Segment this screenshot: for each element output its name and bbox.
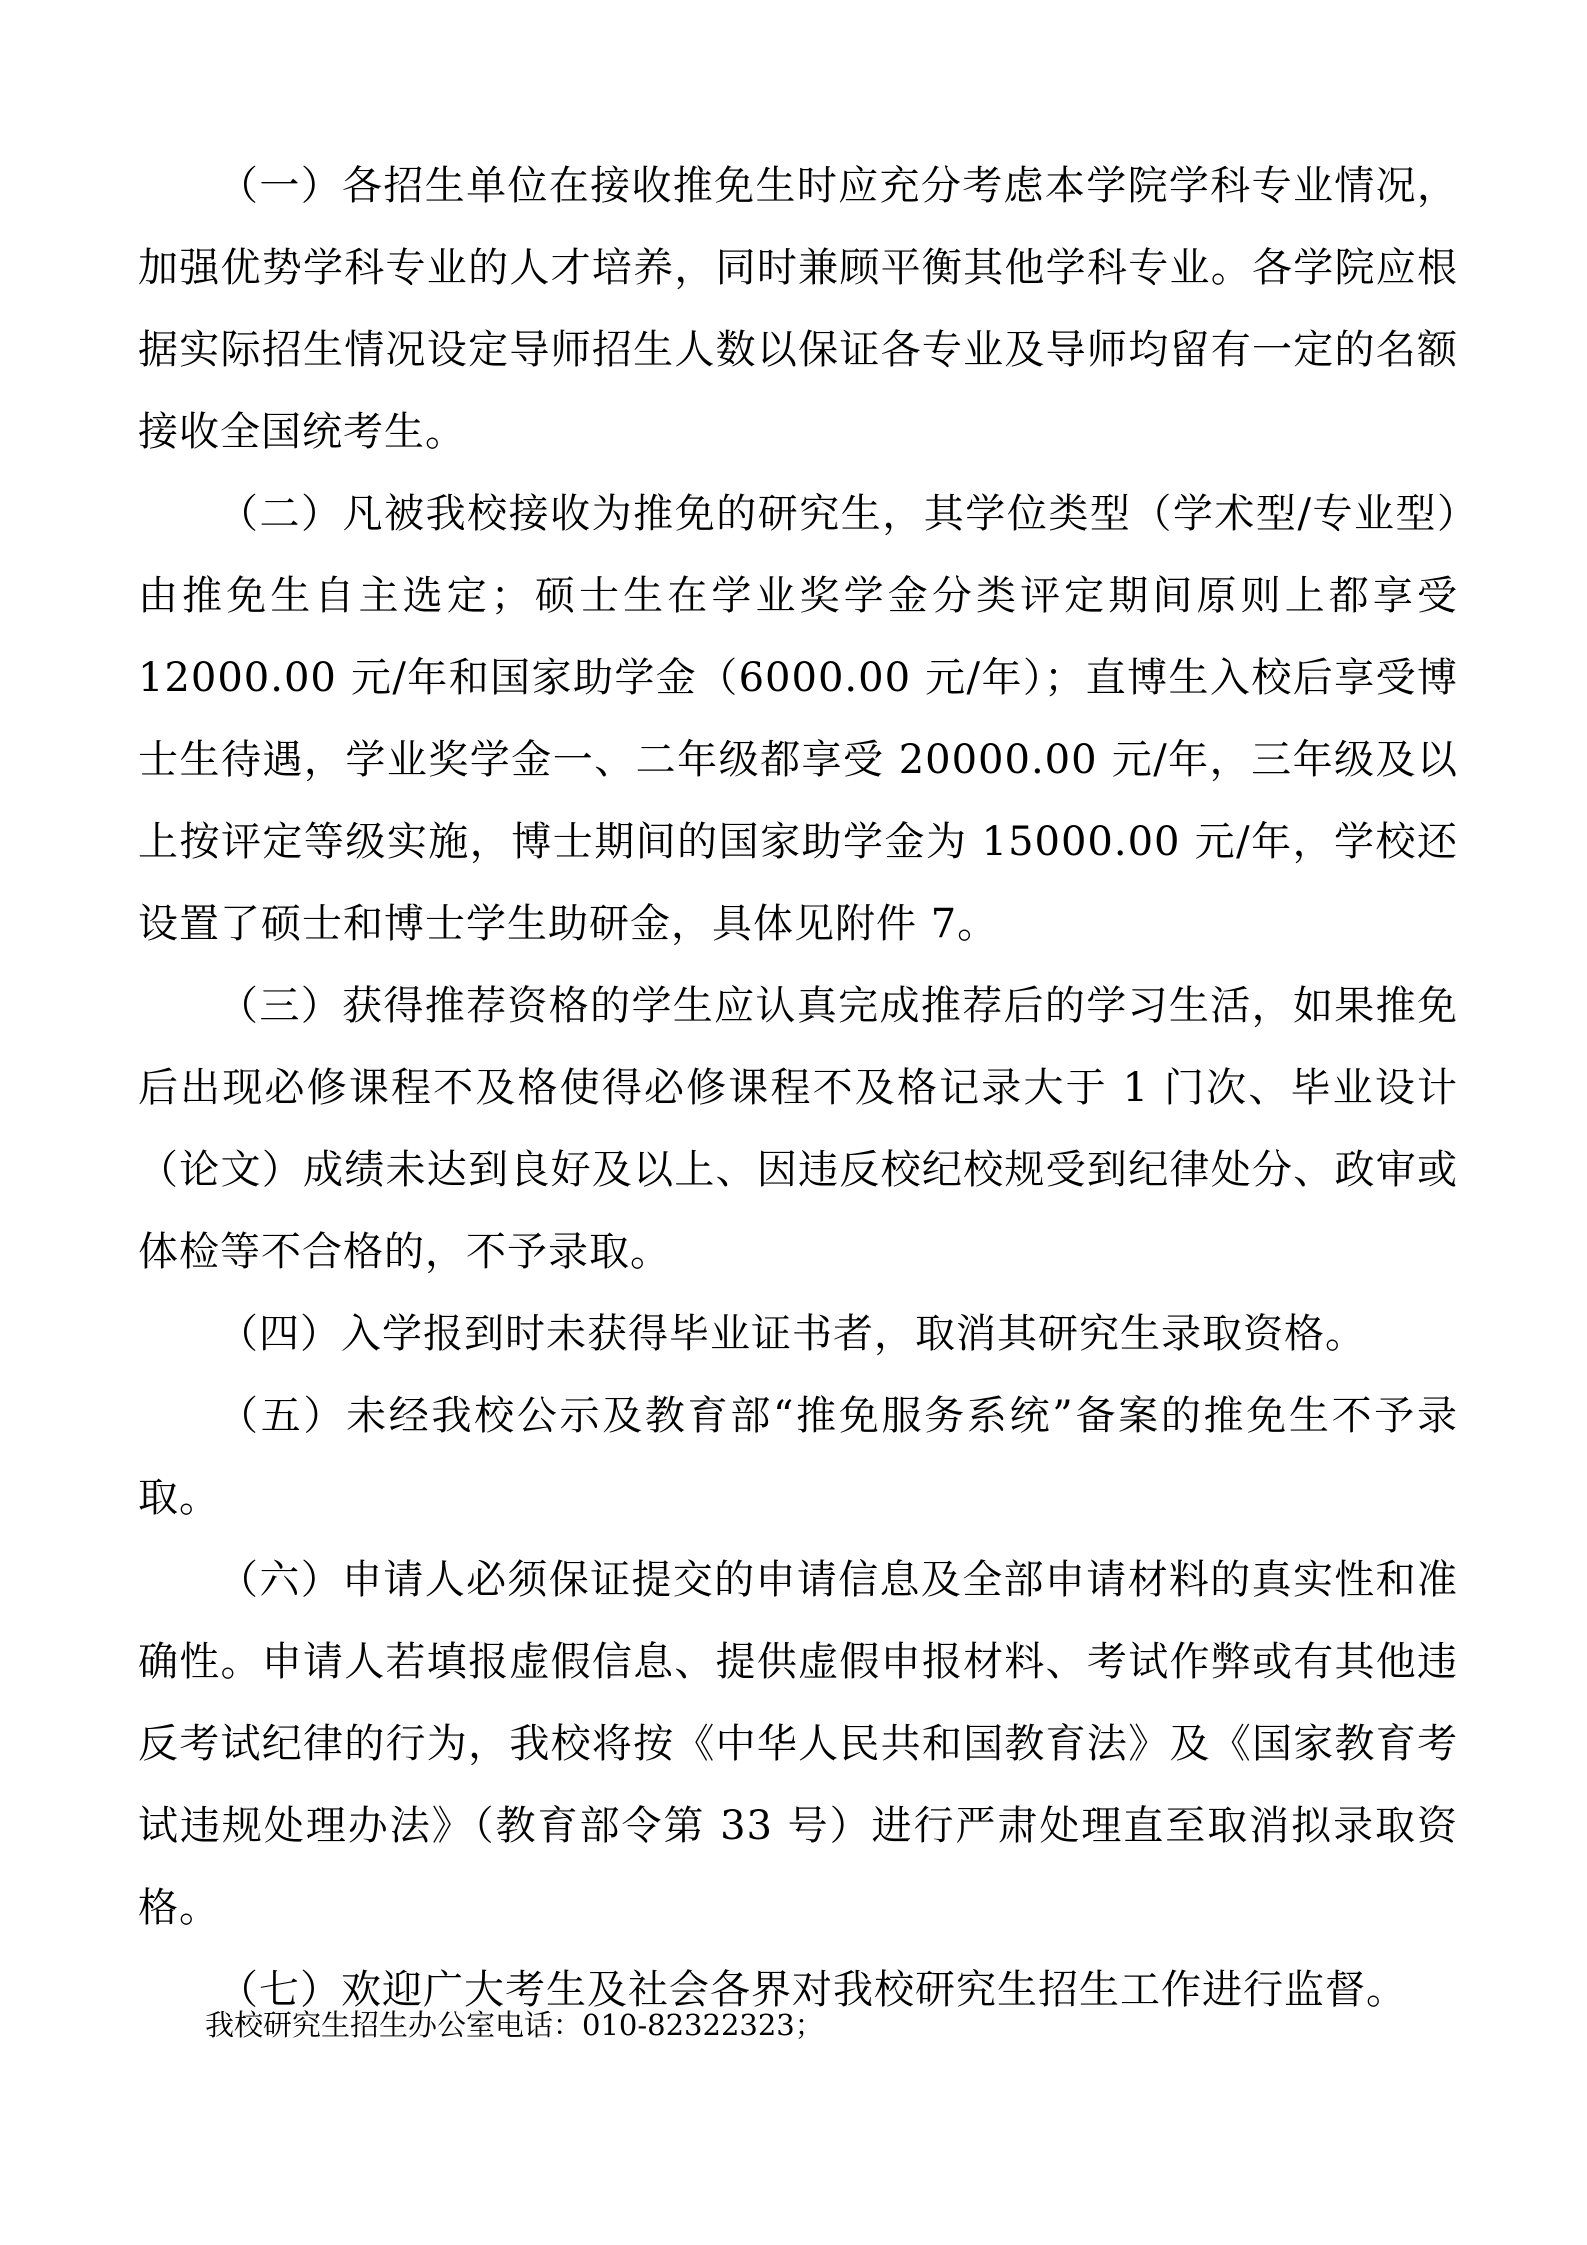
paragraph-6: （六）申请人必须保证提交的申请信息及全部申请材料的真实性和准确性。申请人若填报虚假信息、提供虚假申报材料、考试作弊或有其他违反考试纪律的行为，我校将按《中华人民共和国教育法》及《国家教育考试违规处理办法》（教育部令第 33 号）进行严肃处理直至取消拟录取资格。	[138, 1557, 1458, 1931]
paragraph-4: （四）入学报到时未获得毕业证书者，取消其研究生录取资格。	[218, 1311, 1366, 1357]
paragraph-7: （七）欢迎广大考生及社会各界对我校研究生招生工作进行监督。	[218, 1967, 1407, 2013]
document-body	[138, 145, 1458, 2031]
paragraph-3: （三）获得推荐资格的学生应认真完成推荐后的学习生活，如果推免后出现必修课程不及格使得必修课程不及格记录大于 1 门次、毕业设计（论文）成绩未达到良好及以上、因违反校纪校规受到纪律处分、政审或体检等不合格的，不予录取。	[138, 983, 1458, 1275]
paragraph-5: （五）未经我校公示及教育部“推免服务系统”备案的推免生不予录取。	[138, 1393, 1458, 1521]
paragraph-1: （一）各招生单位在接收推免生时应充分考虑本学院学科专业情况，加强优势学科专业的人才培养，同时兼顾平衡其他学科专业。各学院应根据实际招生情况设定导师招生人数以保证各专业及导师均留有一定的名额接收全国统考生。	[138, 163, 1458, 455]
paragraph-2: （二）凡被我校接收为推免的研究生，其学位类型（学术型/专业型）由推免生自主选定；硕士生在学业奖学金分类评定期间原则上都享受12000.00 元/年和国家助学金（6000.00 元/年）；直博生入校后享受博士生待遇，学业奖学金一、二年级都享受 20000.00 元/年，三年级及以上按评定等级实施，博士期间的国家助学金为 15000.00 元/年，学校还设置了硕士和博士学生助研金，具体见附件 7。	[138, 491, 1458, 947]
contact-phone-line: 我校研究生招生办公室电话：010-82322323；	[205, 2008, 824, 2042]
